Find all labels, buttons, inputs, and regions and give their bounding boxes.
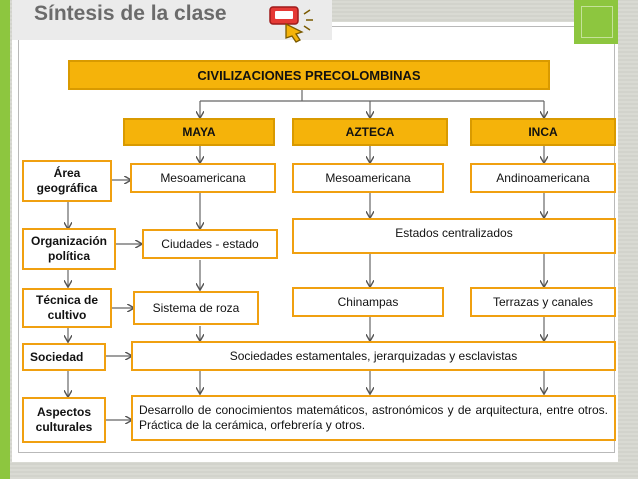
cell-azteca-cultivo: Chinampas <box>292 287 444 317</box>
cell-inca-cultivo: Terrazas y canales <box>470 287 616 317</box>
civ-inca: INCA <box>470 118 616 146</box>
page-title: Síntesis de la clase <box>34 2 227 25</box>
row-label-area-geografica: Área geográfica <box>22 160 112 202</box>
cell-inca-area: Andinoamericana <box>470 163 616 193</box>
row-label-sociedad: Sociedad <box>22 343 106 371</box>
cell-sociedad: Sociedades estamentales, jerarquizadas y esclavistas <box>131 341 616 371</box>
root-node: CIVILIZACIONES PRECOLOMBINAS <box>68 60 550 90</box>
row-label-tecnica-cultivo: Técnica de cultivo <box>22 288 112 328</box>
cell-maya-organizacion: Ciudades - estado <box>142 229 278 259</box>
cell-aspectos-culturales: Desarrollo de conocimientos matemáticos, astronómicos y de arquitectura, entre otros. Práctica de la cerámica, orfebrería y otros. <box>131 395 616 441</box>
cell-maya-cultivo: Sistema de roza <box>133 291 259 325</box>
row-label-aspectos-culturales: Aspectos culturales <box>22 397 106 443</box>
cell-maya-area: Mesoamericana <box>130 163 276 193</box>
civ-azteca: AZTECA <box>292 118 448 146</box>
cell-azteca-inca-organizacion: Estados centralizados <box>292 218 616 254</box>
row-label-organizacion-politica: Organización política <box>22 228 116 270</box>
civ-maya: MAYA <box>123 118 275 146</box>
cell-azteca-area: Mesoamericana <box>292 163 444 193</box>
